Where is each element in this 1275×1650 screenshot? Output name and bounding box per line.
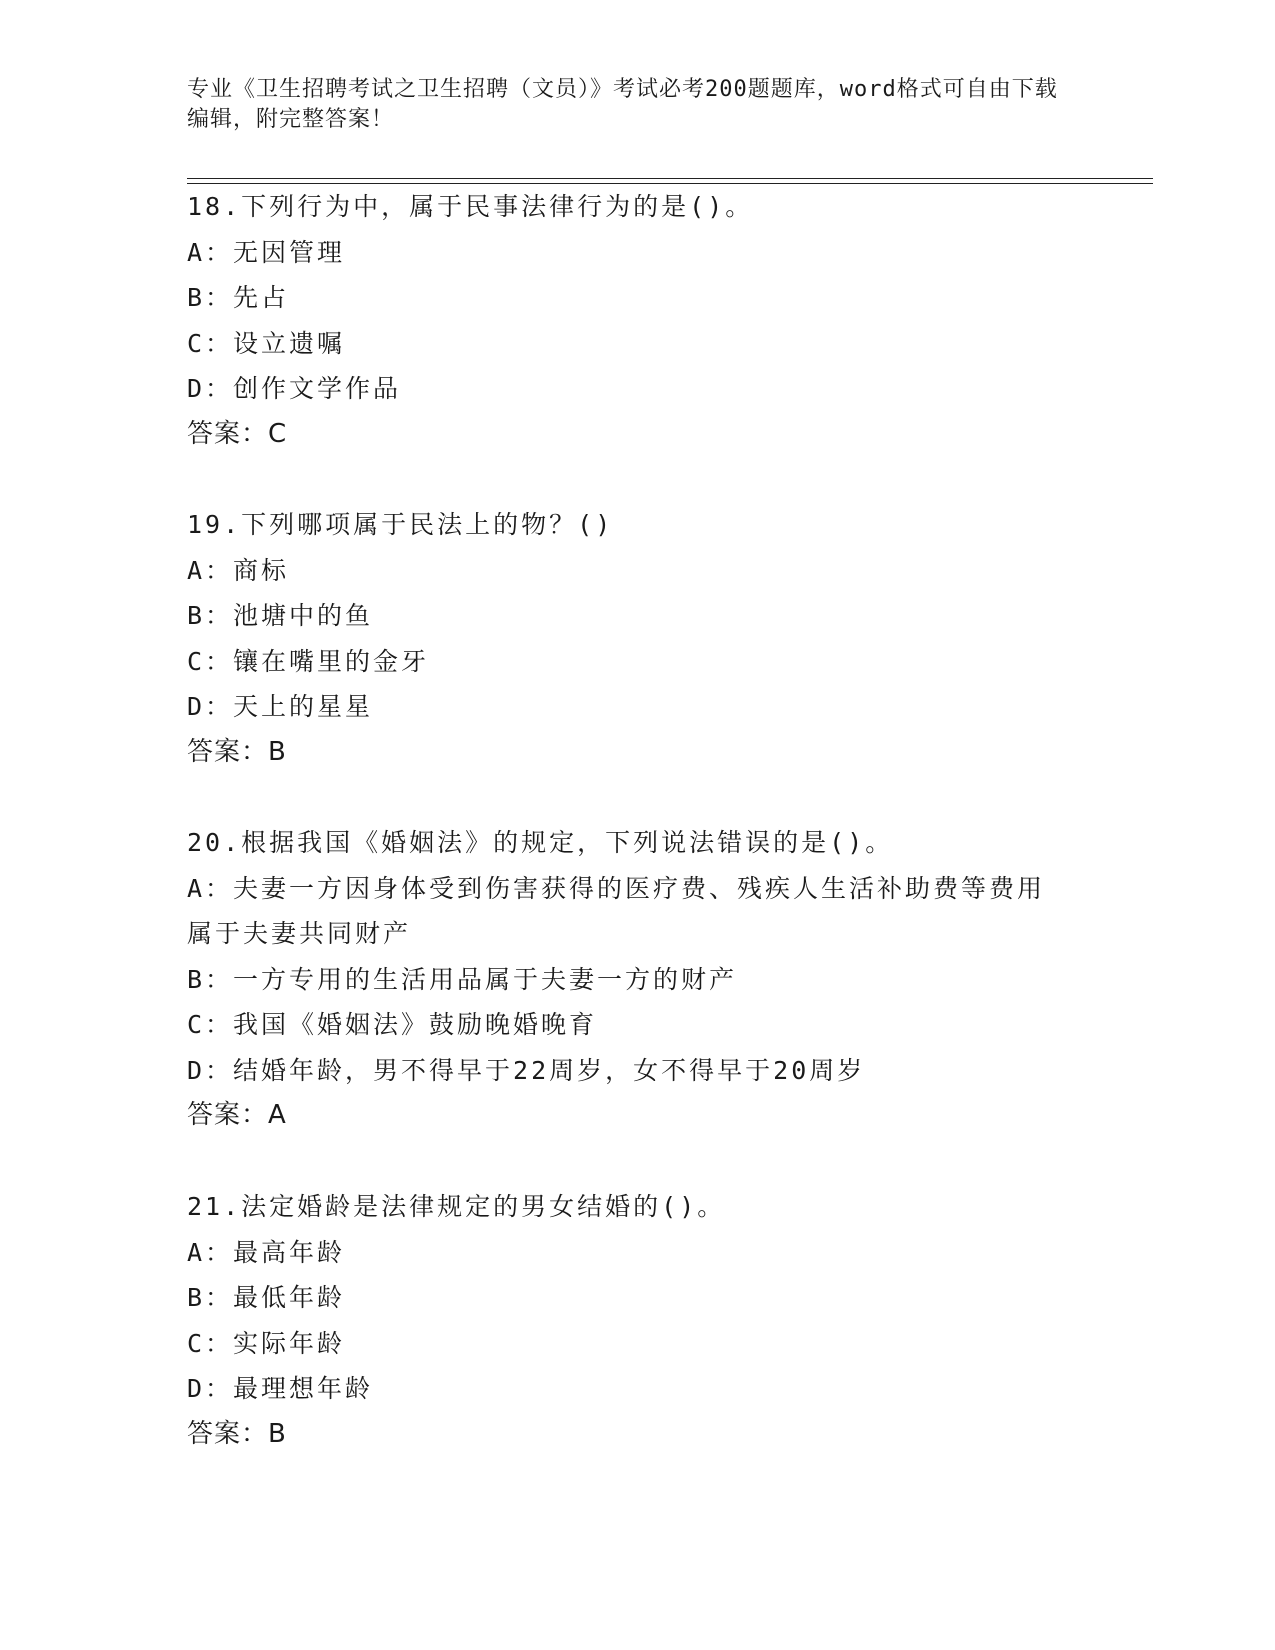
question-stem: 19.下列哪项属于民法上的物？(): [187, 510, 614, 539]
option-d: D：天上的星星: [187, 692, 374, 721]
question-19: [187, 502, 1087, 775]
option-c: C：实际年龄: [187, 1328, 346, 1358]
option-c: C：我国《婚姻法》鼓励晚婚晚育: [187, 1010, 598, 1039]
option-b: B：池塘中的鱼: [187, 601, 374, 630]
question-stem: 21.法定婚龄是法律规定的男女结婚的()。: [187, 1192, 726, 1221]
option-c: C：镶在嘴里的金牙: [187, 646, 430, 676]
question-21: [187, 1184, 1087, 1457]
option-d: D：创作文学作品: [187, 374, 402, 403]
option-c: C：设立遗嘱: [187, 328, 346, 358]
option-b: B：先占: [187, 283, 290, 312]
option-d: D：最理想年龄: [187, 1374, 374, 1403]
option-a: A：商标: [187, 555, 290, 585]
option-d: D：结婚年龄，男不得早于22周岁，女不得早于20周岁: [187, 1055, 866, 1085]
question-20: [187, 820, 1087, 1139]
document-header: 专业《卫生招聘考试之卫生招聘（文员）》考试必考200题题库，word格式可自由下载编辑，附完整答案！: [187, 77, 1058, 132]
option-b: B：一方专用的生活用品属于夫妻一方的财产: [187, 964, 738, 994]
question-stem: 18.下列行为中，属于民事法律行为的是()。: [187, 192, 754, 221]
answer-line: 答案：A: [187, 1100, 287, 1130]
question-stem: 20.根据我国《婚姻法》的规定，下列说法错误的是()。: [187, 828, 894, 857]
answer-line: 答案：C: [187, 418, 288, 449]
option-a: A：最高年龄: [187, 1237, 346, 1267]
answer-line: 答案：B: [187, 1418, 287, 1449]
option-a: A：夫妻一方因身体受到伤害获得的医疗费、残疾人生活补助费等费用属于夫妻共同财产: [187, 873, 1046, 948]
answer-line: 答案：B: [187, 736, 287, 767]
option-a: A：无因管理: [187, 237, 346, 267]
question-18: [187, 184, 1087, 457]
header-divider-top: [187, 178, 1153, 179]
option-b: B：最低年龄: [187, 1283, 346, 1312]
